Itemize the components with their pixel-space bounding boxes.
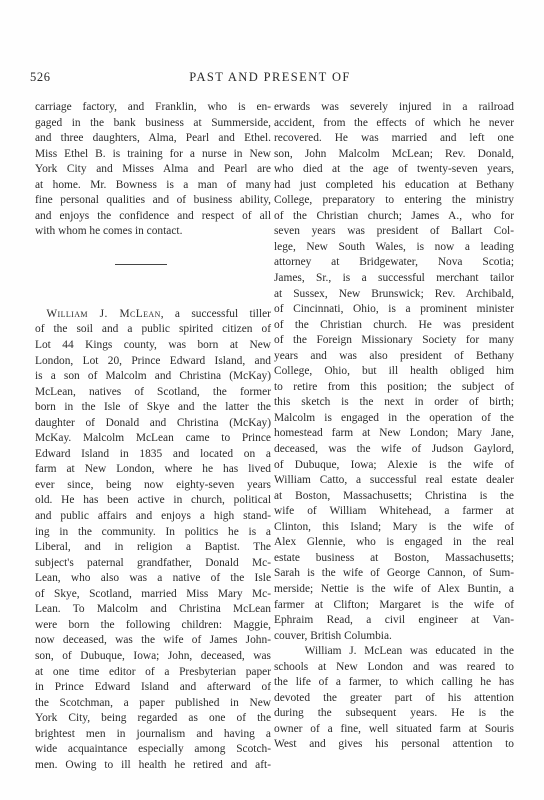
text-line: William J. McLean was educated in the xyxy=(274,645,514,658)
text-line: wide acquaintance especially among Scotch- xyxy=(35,743,271,756)
text-line: homestead farm at New London; Mary Jane, xyxy=(274,427,514,440)
text-line: to retire from this position; the subject of xyxy=(274,380,514,393)
text-line: James, Sr., is a successful merchant tailor xyxy=(274,272,514,285)
text-line: and three daughters, Alma, Pearl and Ethel. xyxy=(35,132,271,145)
right-column xyxy=(274,100,514,753)
paragraph-bowness-end xyxy=(35,100,271,240)
text-line: farm at New London, where he has lived xyxy=(35,463,271,476)
text-line: William Catto, a successful real estate dealer xyxy=(274,474,514,487)
text-line: Malcolm is engaged in the operation of the xyxy=(274,411,514,424)
text-line: Lot 44 Kings county, was born at New xyxy=(35,339,271,352)
text-line: and public affairs and enjoys a high stand- xyxy=(35,510,271,523)
text-line: gaged in the bank business at Summerside, xyxy=(35,116,271,129)
text-line: Liberal, and in religion a Baptist. The xyxy=(35,541,271,554)
text-line: the life of a farmer, to which calling he has xyxy=(274,676,514,689)
text-line: Edward Island in 1835 and located on a xyxy=(35,447,271,460)
text-line: born in the Isle of Skye and the latter the xyxy=(35,401,271,414)
text-line: attorney at Bridgewater, Nova Scotia; xyxy=(274,256,514,269)
paragraph-mclean-bio xyxy=(35,307,271,773)
text-line: son, John Malcolm McLean; Rev. Donald, xyxy=(274,147,514,160)
text-line: London, Lot 20, Prince Edward Island, and xyxy=(35,354,271,367)
text-line: old. He has been active in church, political xyxy=(35,494,271,507)
text-line: of the Christian church. He was president xyxy=(274,318,514,331)
text-line: devoted the greater part of his attention xyxy=(274,691,514,704)
text-line: accident, from the effects of which he never xyxy=(274,116,514,129)
text-line: deceased, was the wife of Judson Gaylord, xyxy=(274,443,514,456)
text-line: wife of William Whitehead, a farmer at xyxy=(274,505,514,518)
text-line: estate business at Boston, Massachusetts; xyxy=(274,551,514,564)
text-line: of Cincinnati, Ohio, is a prominent minister xyxy=(274,303,514,316)
left-column xyxy=(35,100,271,773)
text-line: erwards was severely injured in a railroad xyxy=(274,101,514,113)
text-line: York City, being regarded as one of the xyxy=(35,712,271,725)
text-line: Miss Ethel B. is training for a nurse in New xyxy=(35,147,271,160)
text-line: had just completed his education at Bethany xyxy=(274,178,514,191)
text-line: in Prince Edward Island and afterward of xyxy=(35,681,271,694)
text-line: were born the following children: Maggie, xyxy=(35,618,271,631)
text-line: daughter of Donald and Christina (McKay) xyxy=(35,416,271,429)
text-line: Lean, who also was a native of the Isle xyxy=(35,572,271,585)
text-line: McLean, natives of Scotland, the former xyxy=(35,385,271,398)
text-line: who died at the age of twenty-seven years, xyxy=(274,163,514,176)
text-line: Sarah is the wife of George Cannon, of Sum- xyxy=(274,567,514,580)
text-line: owner of a fine, well situated farm at Souris xyxy=(274,722,514,735)
text-line: College, Ohio, but ill health obliged him xyxy=(274,365,514,378)
subject-name: William J. McLean xyxy=(46,307,161,320)
text-fragment: , a successful tiller xyxy=(160,307,271,320)
text-line: schools at New London and was reared to xyxy=(274,660,514,673)
text-line: at home. Mr. Bowness is a man of many xyxy=(35,178,271,191)
text-line: couver, British Columbia. xyxy=(274,629,392,642)
page-number: 526 xyxy=(30,70,51,84)
text-line: with whom he comes in contact. xyxy=(35,225,183,238)
text-line: the Scotchman, a paper published in New xyxy=(35,696,271,709)
text-line: seven years was president of Ballart Col- xyxy=(274,225,514,238)
text-line: ing in the community. In politics he is a xyxy=(35,525,271,538)
text-line: Alex Glennie, who is engaged in the real xyxy=(274,536,514,549)
text-line: of the soil and a public spirited citizen of xyxy=(35,323,271,336)
text-line: lege, New South Wales, is now a leading xyxy=(274,240,514,253)
text-line: is a son of Malcolm and Christina (McKay) xyxy=(35,370,271,383)
text-line: of the Foreign Missionary Society for many xyxy=(274,334,514,347)
text-line: West and gives his personal attention to xyxy=(274,738,514,751)
text-line: of the Christian church; James A., who for xyxy=(274,209,514,222)
text-line: carriage factory, and Franklin, who is en- xyxy=(35,101,271,113)
text-line: brightest men in journalism and having a xyxy=(35,727,271,740)
text-line: at Boston, Massachusetts; Christina is the xyxy=(274,489,514,502)
text-line: of Skye, Scotland, married Miss Mary Mc- xyxy=(35,587,271,600)
text-line: Ephraim Read, a civil engineer at Van- xyxy=(274,614,514,627)
text-line: fine personal qualities and of business ability, xyxy=(35,194,271,207)
text-line: ever since, being now eighty-seven years xyxy=(35,478,271,491)
page-header-title: PAST AND PRESENT OF xyxy=(189,70,351,84)
text-line: now deceased, was the wife of James John- xyxy=(35,634,271,647)
text-line: subject's paternal grandfather, Donald Mc- xyxy=(35,556,271,569)
text-line: College, preparatory to entering the ministry xyxy=(274,194,514,207)
text-line: at one time editor of a Presbyterian paper xyxy=(35,665,271,678)
text-line: and enjoys the confidence and respect of all xyxy=(35,209,271,222)
text-line: son, of Dubuque, Iowa; John, deceased, was xyxy=(35,649,271,662)
text-line: this sketch is the next in order of birth; xyxy=(274,396,514,409)
text-line: merside; Nettie is the wife of Alex Buntin, a xyxy=(274,582,514,595)
text-line: men. Owing to ill health he retired and aft- xyxy=(35,758,271,771)
text-line: McKay. Malcolm McLean came to Prince xyxy=(35,432,271,445)
text-line-first xyxy=(35,307,271,323)
text-line: York City and Misses Alma and Pearl are xyxy=(35,163,271,176)
text-line: of Dubuque, Iowa; Alexie is the wife of xyxy=(274,458,514,471)
running-head xyxy=(30,70,510,86)
text-line: at Sussex, New Brunswick; Rev. Archibald, xyxy=(274,287,514,300)
text-line: Lean. To Malcolm and Christina McLean xyxy=(35,603,271,616)
text-line: farmer at Clifton; Margaret is the wife of xyxy=(274,598,514,611)
text-line: recovered. He was married and left one xyxy=(274,132,514,145)
text-line: during the subsequent years. He is the xyxy=(274,707,514,720)
text-line: Clinton, this Island; Mary is the wife of xyxy=(274,520,514,533)
text-line: years and was also president of Bethany xyxy=(274,349,514,362)
